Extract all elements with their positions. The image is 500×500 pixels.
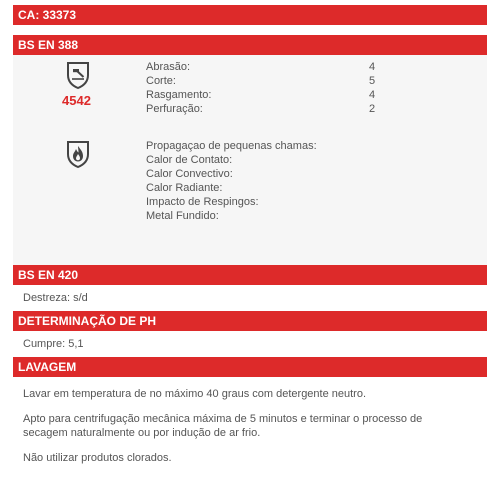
rating-label: Calor Convectivo: — [146, 168, 233, 180]
ph-header: DETERMINAÇÃO DE PH — [13, 311, 487, 331]
rating-label: Calor Radiante: — [146, 182, 223, 194]
mechanical-ratings — [146, 60, 376, 116]
rating-value: 4 — [369, 61, 376, 73]
rating-row — [146, 139, 317, 153]
hammer-shield-icon — [65, 60, 91, 95]
lavagem-paragraph: Lavar em temperatura de no máximo 40 graus com detergente neutro. — [23, 388, 367, 400]
en420-header: BS EN 420 — [13, 265, 487, 285]
rating-label: Perfuração: — [146, 103, 203, 115]
rating-row — [146, 102, 376, 116]
rating-row — [146, 195, 317, 209]
rating-row — [146, 209, 317, 223]
rating-row — [146, 167, 317, 181]
rating-value: 5 — [369, 75, 376, 87]
rating-row — [146, 181, 317, 195]
rating-label: Calor de Contato: — [146, 154, 233, 166]
en388-code: 4542 — [62, 93, 91, 108]
en388-panel — [13, 55, 487, 265]
lavagem-paragraph: Não utilizar produtos clorados. — [23, 452, 172, 464]
rating-label: Impacto de Respingos: — [146, 196, 259, 208]
flame-shield-icon — [65, 139, 91, 174]
rating-label: Rasgamento: — [146, 89, 212, 101]
rating-label: Corte: — [146, 75, 176, 87]
rating-row — [146, 88, 376, 102]
rating-value: 4 — [369, 89, 376, 101]
en420-text: Destreza: s/d — [23, 292, 88, 304]
thermal-ratings — [146, 139, 317, 223]
rating-label: Metal Fundido: — [146, 210, 219, 222]
ph-text: Cumpre: 5,1 — [23, 338, 84, 350]
rating-value: 2 — [369, 103, 376, 115]
product-spec-sheet — [13, 5, 487, 476]
lavagem-body — [13, 377, 487, 465]
lavagem-paragraph: Apto para centrifugação mecânica máxima de 5 minutos e terminar o processo de secagem naturalmente ou por indução de ar frio. — [23, 413, 423, 439]
ca-bar: CA: 33373 — [13, 5, 487, 25]
rating-row — [146, 60, 376, 74]
rating-label: Propagaçao de pequenas chamas: — [146, 140, 317, 152]
lavagem-header: LAVAGEM — [13, 357, 487, 377]
rating-row — [146, 153, 317, 167]
rating-label: Abrasão: — [146, 61, 191, 73]
en388-header: BS EN 388 — [13, 35, 487, 55]
rating-row — [146, 74, 376, 88]
